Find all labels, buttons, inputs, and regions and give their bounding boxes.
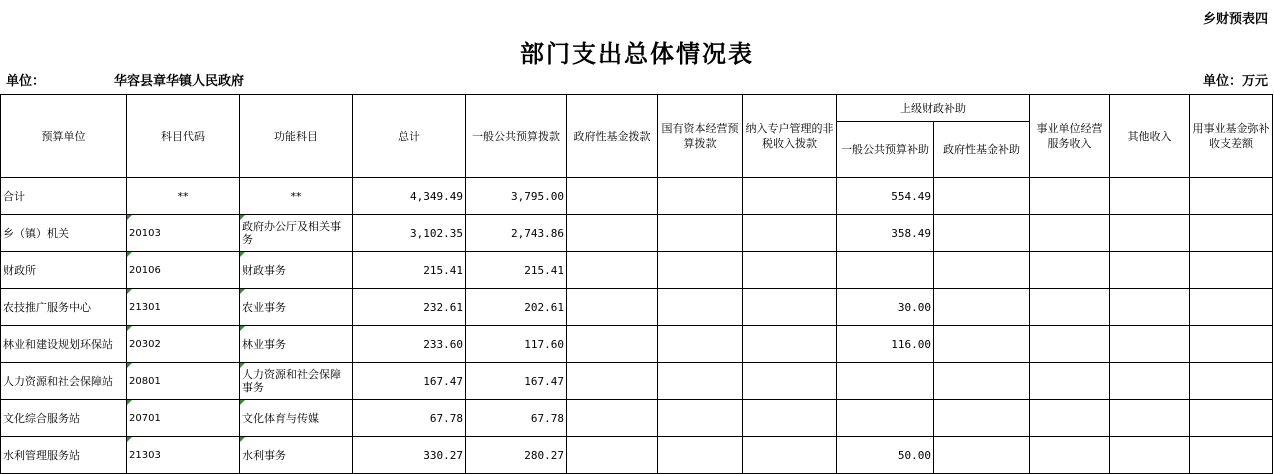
col-header-upper-fund: 政府性基金补助 [934,122,1030,178]
cell-empty [567,289,658,326]
cell-function: 财政事务 [240,252,353,289]
cell-empty [934,437,1030,474]
cell-code: ** [127,178,240,215]
col-header-service-income: 事业单位经营服务收入 [1030,95,1110,178]
cell-function: 文化体育与传媒 [240,400,353,437]
table-row [1,289,1273,326]
cell-empty [1110,363,1190,400]
unit-label: 单位： [6,74,46,89]
cell-empty [1190,289,1273,326]
cell-general: 280.27 [466,437,567,474]
cell-empty [1110,252,1190,289]
cell-code: 20106 [127,252,240,289]
table-row [1,252,1273,289]
cell-empty [743,178,837,215]
cell-empty [1030,326,1110,363]
col-header-unit: 预算单位 [1,95,127,178]
cell-empty [658,437,743,474]
cell-upper-general: 50.00 [837,437,934,474]
cell-empty [658,400,743,437]
cell-empty [1030,437,1110,474]
col-header-total: 总计 [353,95,466,178]
cell-total: 330.27 [353,437,466,474]
cell-unit: 农技推广服务中心 [1,289,127,326]
col-header-state-capital: 国有资本经营预算拨款 [658,95,743,178]
cell-empty [743,289,837,326]
cell-function: 林业事务 [240,326,353,363]
cell-empty [658,178,743,215]
cell-empty [1110,178,1190,215]
cell-empty [567,326,658,363]
cell-empty [1110,215,1190,252]
cell-unit: 财政所 [1,252,127,289]
cell-empty [658,326,743,363]
cell-code: 20701 [127,400,240,437]
cell-empty [567,400,658,437]
cell-function: ** [240,178,353,215]
cell-empty [567,215,658,252]
cell-empty [567,178,658,215]
cell-unit: 文化综合服务站 [1,400,127,437]
cell-empty [1110,289,1190,326]
table-row-total [1,178,1273,215]
cell-empty [934,400,1030,437]
cell-upper-general [837,363,934,400]
cell-empty [934,252,1030,289]
cell-code: 20103 [127,215,240,252]
cell-empty [1190,400,1273,437]
table-row [1,437,1273,474]
cell-empty [1030,215,1110,252]
cell-upper-general: 116.00 [837,326,934,363]
table-row [1,215,1273,252]
cell-empty [743,252,837,289]
cell-total: 167.47 [353,363,466,400]
cell-empty [567,363,658,400]
cell-empty [1190,215,1273,252]
cell-unit: 乡（镇）机关 [1,215,127,252]
col-header-function: 功能科目 [240,95,353,178]
cell-empty [1030,289,1110,326]
cell-empty [934,178,1030,215]
col-header-code: 科目代码 [127,95,240,178]
cell-empty [1030,252,1110,289]
col-header-gov-fund: 政府性基金拨款 [567,95,658,178]
cell-function: 水利事务 [240,437,353,474]
cell-upper-general: 554.49 [837,178,934,215]
cell-empty [1190,252,1273,289]
cell-general: 215.41 [466,252,567,289]
cell-empty [743,326,837,363]
cell-general: 2,743.86 [466,215,567,252]
cell-function: 农业事务 [240,289,353,326]
col-header-general-budget: 一般公共预算拨款 [466,95,567,178]
cell-code: 21303 [127,437,240,474]
cell-total: 3,102.35 [353,215,466,252]
cell-upper-general: 358.49 [837,215,934,252]
cell-unit: 林业和建设规划环保站 [1,326,127,363]
cell-unit: 人力资源和社会保障站 [1,363,127,400]
col-header-special-nontax: 纳入专户管理的非税收入拨款 [743,95,837,178]
cell-empty [1030,178,1110,215]
expenditure-table [0,94,1273,474]
amount-unit: 单位：万元 [1202,74,1268,89]
cell-empty [934,289,1030,326]
table-row [1,326,1273,363]
cell-empty [1190,178,1273,215]
cell-general: 167.47 [466,363,567,400]
cell-empty [1190,326,1273,363]
col-header-upper-subsidy: 上级财政补助 [837,95,1030,122]
cell-empty [743,363,837,400]
cell-empty [658,215,743,252]
cell-empty [743,400,837,437]
col-header-other-income: 其他收入 [1110,95,1190,178]
cell-unit: 水利管理服务站 [1,437,127,474]
cell-upper-general [837,252,934,289]
page-title: 部门支出总体情况表 [520,39,754,68]
cell-empty [567,252,658,289]
cell-total: 232.61 [353,289,466,326]
cell-empty [934,363,1030,400]
cell-total: 215.41 [353,252,466,289]
cell-empty [1030,363,1110,400]
table-row [1,400,1273,437]
cell-code: 21301 [127,289,240,326]
cell-general: 3,795.00 [466,178,567,215]
cell-upper-general: 30.00 [837,289,934,326]
cell-empty [658,289,743,326]
cell-empty [658,363,743,400]
cell-empty [743,437,837,474]
cell-function: 人力资源和社会保障事务 [240,363,353,400]
table-row [1,363,1273,400]
cell-empty [567,437,658,474]
cell-empty [1190,437,1273,474]
cell-code: 20801 [127,363,240,400]
cell-empty [1190,363,1273,400]
cell-total: 4,349.49 [353,178,466,215]
cell-general: 202.61 [466,289,567,326]
col-header-upper-general: 一般公共预算补助 [837,122,934,178]
cell-total: 67.78 [353,400,466,437]
cell-empty [934,215,1030,252]
unit-name: 华容县章华镇人民政府 [114,74,245,89]
cell-upper-general [837,400,934,437]
form-code: 乡财预表四 [1202,12,1268,27]
cell-code: 20302 [127,326,240,363]
cell-empty [934,326,1030,363]
cell-empty [1030,400,1110,437]
cell-empty [1110,400,1190,437]
cell-empty [1110,326,1190,363]
cell-function: 政府办公厅及相关事务 [240,215,353,252]
cell-empty [1110,437,1190,474]
cell-empty [658,252,743,289]
cell-empty [743,215,837,252]
cell-unit: 合计 [1,178,127,215]
col-header-fund-supplement: 用事业基金弥补收支差额 [1190,95,1273,178]
cell-general: 117.60 [466,326,567,363]
cell-total: 233.60 [353,326,466,363]
cell-general: 67.78 [466,400,567,437]
